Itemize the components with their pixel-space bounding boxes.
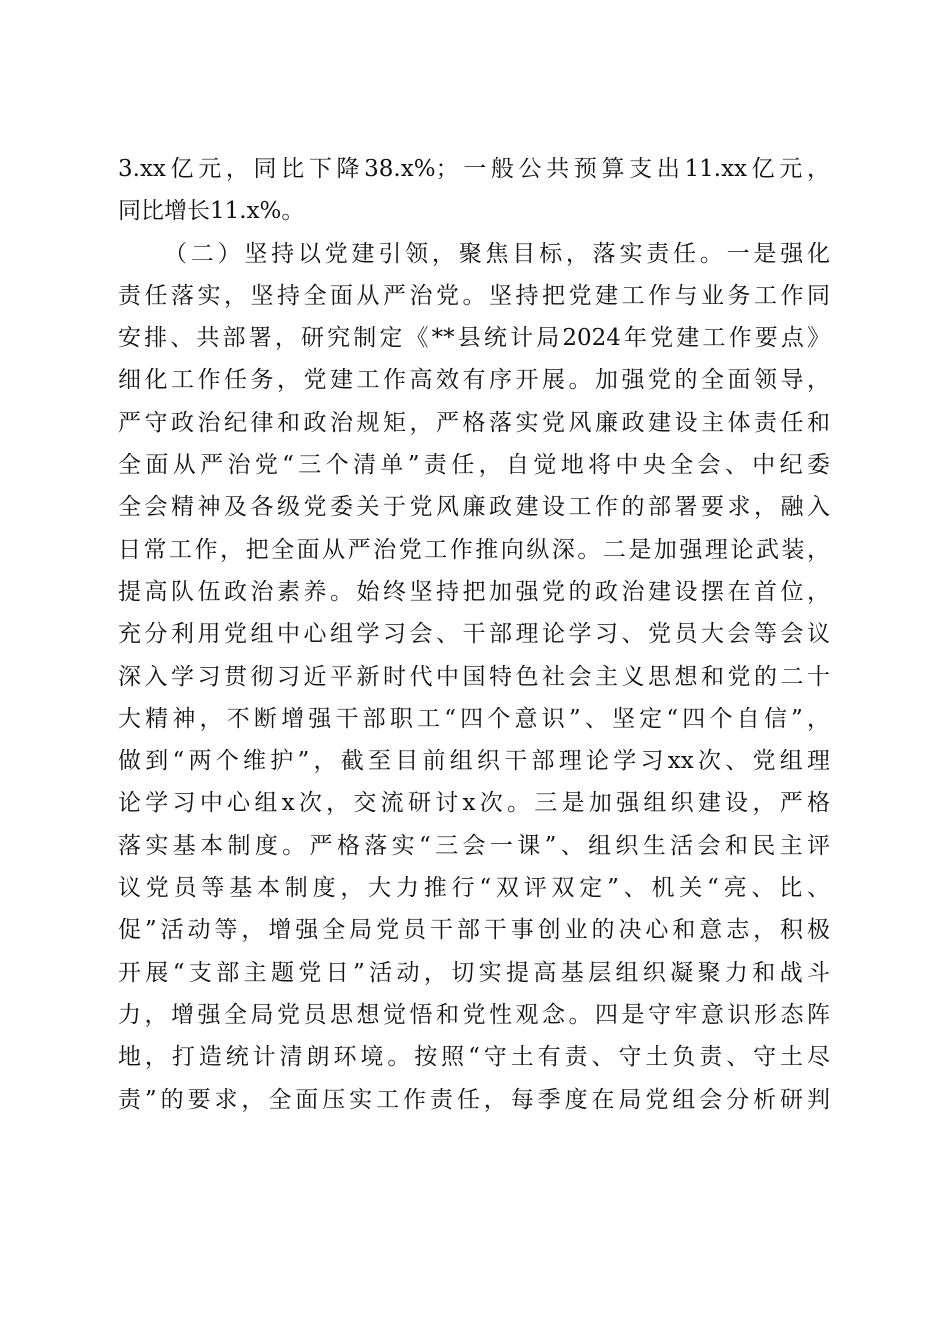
text-line-4: 责任落实，坚持全面从严治党。坚持把党建工作与业务工作同 — [118, 282, 830, 309]
text-line-21: 力，增强全局党员思想觉悟和党性观念。四是守牢意识形态阵 — [118, 1001, 830, 1028]
text-line-19: 促”活动等，增强全局党员干部干事创业的决心和意志，积极 — [118, 917, 830, 944]
text-line-18: 议党员等基本制度，大力推行“双评双定”、机关“亮、比、 — [118, 875, 830, 902]
text-line-6: 细化工作任务，党建工作高效有序开展。加强党的全面领导， — [118, 367, 830, 394]
text-line-15: 做到“两个维护”，截至目前组织干部理论学习xx次、党组理 — [118, 748, 830, 775]
text-line-16: 论学习中心组x次，交流研讨x次。三是加强组织建设，严格 — [118, 790, 830, 817]
text-line-8: 全面从严治党“三个清单”责任，自觉地将中央全会、中纪委 — [118, 452, 830, 479]
text-line-23: 责”的要求，全面压实工作责任，每季度在局党组会分析研判 — [118, 1086, 830, 1113]
text-line-1: 3.xx亿元，同比下降38.x%；一般公共预算支出11.xx亿元， — [118, 156, 830, 182]
text-line-20: 开展“支部主题党日”活动，切实提高基层组织凝聚力和战斗 — [118, 959, 830, 986]
body-text — [118, 148, 830, 1121]
text-line-7: 严守政治纪律和政治规矩，严格落实党风廉政建设主体责任和 — [118, 409, 830, 436]
text-line-10: 日常工作，把全面从严治党工作推向纵深。二是加强理论武装， — [118, 536, 830, 563]
text-line-17: 落实基本制度。严格落实“三会一课”、组织生活会和民主评 — [118, 832, 830, 859]
text-line-12: 充分利用党组中心组学习会、干部理论学习、党员大会等会议 — [118, 621, 830, 648]
text-line-22: 地，打造统计清朗环境。按照“守土有责、守土负责、守土尽 — [118, 1044, 830, 1071]
text-line-9: 全会精神及各级党委关于党风廉政建设工作的部署要求，融入 — [118, 494, 830, 521]
section-heading-line: （二）坚持以党建引领，聚焦目标，落实责任。一是强化 — [164, 240, 830, 267]
text-line-11: 提高队伍政治素养。始终坚持把加强党的政治建设摆在首位， — [118, 578, 830, 605]
text-line-2: 同比增长11.x%。 — [118, 198, 305, 225]
text-line-13: 深入学习贯彻习近平新时代中国特色社会主义思想和党的二十 — [118, 663, 830, 690]
text-line-5: 安排、共部署，研究制定《**县统计局2024年党建工作要点》 — [118, 325, 830, 352]
text-line-14: 大精神，不断增强干部职工“四个意识”、坚定“四个自信”， — [118, 705, 830, 732]
